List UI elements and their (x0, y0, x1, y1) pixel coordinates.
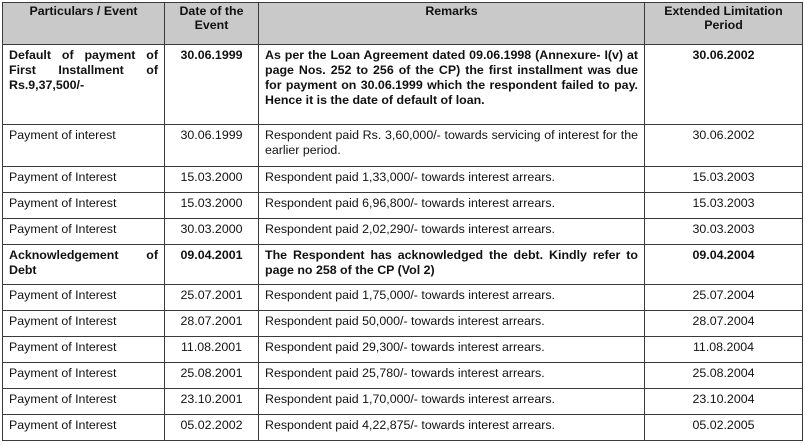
cell-particulars: Payment of Interest (3, 311, 165, 337)
cell-extended: 05.02.2005 (645, 415, 803, 441)
cell-particulars: Payment of Interest (3, 193, 165, 219)
cell-particulars: Payment of Interest (3, 363, 165, 389)
cell-extended: 09.04.2004 (645, 245, 803, 285)
cell-extended: 25.07.2004 (645, 285, 803, 311)
cell-remarks: Respondent paid 1,70,000/- towards interest arrears. (259, 389, 645, 415)
table-row (3, 311, 803, 337)
cell-date: 30.03.2000 (165, 219, 259, 245)
table-row (3, 415, 803, 441)
table-row (3, 45, 803, 125)
cell-remarks: Respondent paid 29,300/- towards interest arrears. (259, 337, 645, 363)
cell-date: 28.07.2001 (165, 311, 259, 337)
cell-remarks: Respondent paid 25,780/- towards interest arrears. (259, 363, 645, 389)
cell-particulars: Acknowledgement of Debt (3, 245, 165, 285)
cell-remarks: Respondent paid 50,000/- towards interest arrears. (259, 311, 645, 337)
cell-date: 25.08.2001 (165, 363, 259, 389)
cell-remarks: As per the Loan Agreement dated 09.06.1998 (Annexure- I(v) at page Nos. 252 to 256 of the CP) the first installment was due for payment on 30.06.1999 which the respondent failed to pay. Hence it is the date of default of loan. (259, 45, 645, 125)
table-header-row (3, 3, 803, 45)
cell-date: 23.10.2001 (165, 389, 259, 415)
cell-extended: 30.06.2002 (645, 125, 803, 167)
cell-extended: 23.10.2004 (645, 389, 803, 415)
header-remarks: Remarks (259, 3, 645, 45)
cell-extended: 28.07.2004 (645, 311, 803, 337)
cell-extended: 30.03.2003 (645, 219, 803, 245)
table-row (3, 285, 803, 311)
cell-remarks: The Respondent has acknowledged the debt. Kindly refer to page no 258 of the CP (Vol 2) (259, 245, 645, 285)
cell-particulars: Payment of interest (3, 125, 165, 167)
cell-remarks: Respondent paid 1,75,000/- towards interest arrears. (259, 285, 645, 311)
cell-remarks: Respondent paid 1,33,000/- towards interest arrears. (259, 167, 645, 193)
cell-extended: 30.06.2002 (645, 45, 803, 125)
cell-remarks: Respondent paid 6,96,800/- towards interest arrears. (259, 193, 645, 219)
header-extended-limitation: Extended Limitation Period (645, 3, 803, 45)
cell-particulars: Payment of Interest (3, 285, 165, 311)
cell-particulars: Payment of Interest (3, 389, 165, 415)
cell-extended: 11.08.2004 (645, 337, 803, 363)
table-row (3, 167, 803, 193)
cell-date: 30.06.1999 (165, 125, 259, 167)
cell-date: 15.03.2000 (165, 167, 259, 193)
table-row (3, 219, 803, 245)
table-row (3, 363, 803, 389)
limitation-table-container (2, 2, 803, 441)
cell-particulars: Payment of Interest (3, 337, 165, 363)
table-row (3, 125, 803, 167)
cell-date: 25.07.2001 (165, 285, 259, 311)
cell-extended: 25.08.2004 (645, 363, 803, 389)
header-particulars: Particulars / Event (3, 3, 165, 45)
cell-date: 15.03.2000 (165, 193, 259, 219)
cell-remarks: Respondent paid 2,02,290/- towards interest arrears. (259, 219, 645, 245)
cell-date: 05.02.2002 (165, 415, 259, 441)
cell-particulars: Payment of Interest (3, 219, 165, 245)
cell-date: 30.06.1999 (165, 45, 259, 125)
table-row (3, 389, 803, 415)
table-row (3, 245, 803, 285)
limitation-table (2, 2, 803, 441)
table-row (3, 193, 803, 219)
cell-particulars: Payment of Interest (3, 415, 165, 441)
cell-particulars: Default of payment of First Installment of Rs.9,37,500/- (3, 45, 165, 125)
header-date: Date of the Event (165, 3, 259, 45)
cell-remarks: Respondent paid 4,22,875/- towards interest arrears. (259, 415, 645, 441)
cell-extended: 15.03.2003 (645, 167, 803, 193)
cell-date: 11.08.2001 (165, 337, 259, 363)
cell-extended: 15.03.2003 (645, 193, 803, 219)
cell-remarks: Respondent paid Rs. 3,60,000/- towards servicing of interest for the earlier period. (259, 125, 645, 167)
table-row (3, 337, 803, 363)
cell-date: 09.04.2001 (165, 245, 259, 285)
cell-particulars: Payment of Interest (3, 167, 165, 193)
